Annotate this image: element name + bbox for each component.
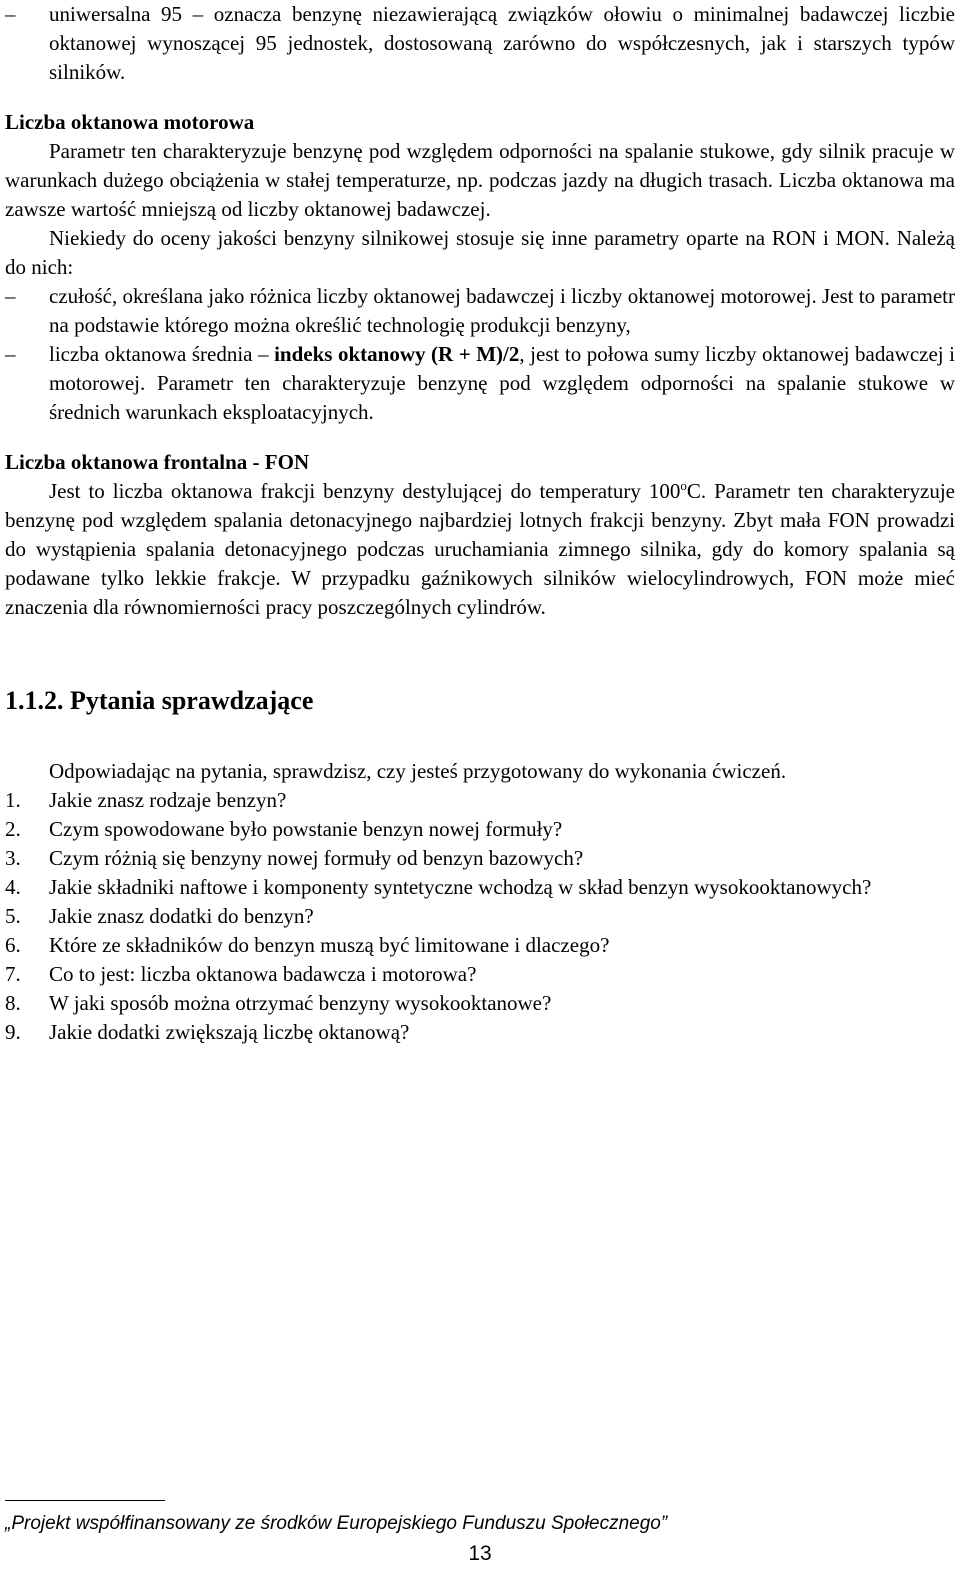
superscript: o <box>680 478 687 493</box>
question-item <box>5 931 955 960</box>
question-number: 4. <box>5 875 21 899</box>
section-heading-questions: 1.1.2. Pytania sprawdzające <box>5 686 314 715</box>
footer-divider <box>5 1500 165 1501</box>
dash-marker: – <box>5 2 16 26</box>
paragraph: Parametr ten charakteryzuje benzynę pod względem odporności na spalanie stukowe, gdy silnik pracuje w warunkach dużego obciążenia w stałej temperaturze, np. podczas jazdy na długich trasach. Liczba oktanowa ma zawsze wartość mniejszą od liczby oktanowej badawczej. <box>5 139 955 221</box>
question-item <box>5 902 955 931</box>
question-item <box>5 1018 955 1047</box>
question-item <box>5 815 955 844</box>
fon-text-before: Jest to liczba oktanowa frakcji benzyny destylującej do temperatury 100 <box>49 479 681 503</box>
question-text: Czym różnią się benzyny nowej formuły od benzyn bazowych? <box>49 846 584 870</box>
page-number: 13 <box>468 1542 492 1565</box>
question-number: 1. <box>5 788 21 812</box>
page-footer <box>5 1500 955 1567</box>
question-number: 9. <box>5 1020 21 1044</box>
list-item-text-after: , jest to połowa sumy liczby oktanowej badawczej i motorowej. Parametr ten charakteryzuje benzynę pod względem odporności na spalanie stukowe w średnich warunkach eksploatacyjnych. <box>49 342 955 424</box>
list-item-text-before: liczba oktanowa średnia – <box>49 342 275 366</box>
list-item <box>5 0 955 87</box>
list-item-text: czułość, określana jako różnica liczby oktanowej badawczej i liczby oktanowej motorowej. Jest to parametr na podstawie którego można określić technologię produkcji benzyny, <box>49 284 955 337</box>
questions-intro: Odpowiadając na pytania, sprawdzisz, czy jesteś przygotowany do wykonania ćwiczeń. <box>49 759 787 783</box>
question-number: 5. <box>5 904 21 928</box>
list-item <box>5 340 955 427</box>
question-number: 3. <box>5 846 21 870</box>
question-text: Co to jest: liczba oktanowa badawcza i motorowa? <box>49 962 477 986</box>
question-number: 8. <box>5 991 21 1015</box>
question-number: 2. <box>5 817 21 841</box>
question-text: W jaki sposób można otrzymać benzyny wysokooktanowe? <box>49 991 552 1015</box>
footer-text: „Projekt współfinansowany ze środków Europejskiego Funduszu Społecznego” <box>5 1513 668 1534</box>
question-number: 7. <box>5 962 21 986</box>
question-item <box>5 960 955 989</box>
section-heading-mon: Liczba oktanowa motorowa <box>5 110 255 134</box>
question-text: Jakie składniki naftowe i komponenty syntetyczne wchodzą w skład benzyn wysokooktanowych? <box>49 875 872 899</box>
document-page <box>5 0 955 1047</box>
bold-term: indeks oktanowy (R + M)/2 <box>274 342 520 366</box>
dash-marker: – <box>5 342 16 366</box>
question-number: 6. <box>5 933 21 957</box>
question-item <box>5 786 955 815</box>
list-item <box>5 282 955 340</box>
dash-marker: – <box>5 284 16 308</box>
question-item <box>5 844 955 873</box>
question-item <box>5 873 955 902</box>
paragraph <box>5 477 955 622</box>
question-text: Jakie dodatki zwiększają liczbę oktanową? <box>49 1020 410 1044</box>
section-heading-fon: Liczba oktanowa frontalna - FON <box>5 450 310 474</box>
question-text: Jakie znasz dodatki do benzyn? <box>49 904 314 928</box>
questions-list <box>5 786 955 1047</box>
question-text: Które ze składników do benzyn muszą być limitowane i dlaczego? <box>49 933 610 957</box>
question-text: Jakie znasz rodzaje benzyn? <box>49 788 287 812</box>
question-text: Czym spowodowane było powstanie benzyn nowej formuły? <box>49 817 563 841</box>
paragraph: Niekiedy do oceny jakości benzyny silnikowej stosuje się inne parametry oparte na RON i MON. Należą do nich: <box>5 226 955 279</box>
question-item <box>5 989 955 1018</box>
fon-text-after: C. Parametr ten charakteryzuje benzynę pod względem spalania detonacyjnego najbardziej lotnych frakcji benzyny. Zbyt mała FON prowadzi do wystąpienia spalania detonacyjnego podczas uruchamiania zimnego silnika, gdy do komory spalania są podawane tylko lekkie frakcje. W przypadku gaźnikowych silników wielocylindrowych, FON może mieć znaczenia dla równomierności pracy poszczególnych cylindrów. <box>5 479 956 619</box>
list-item-text: uniwersalna 95 – oznacza benzynę niezawierającą związków ołowiu o minimalnej badawczej liczbie oktanowej wynoszącej 95 jednostek, dostosowaną zarówno do współczesnych, jak i starszych typów silników. <box>49 2 955 84</box>
